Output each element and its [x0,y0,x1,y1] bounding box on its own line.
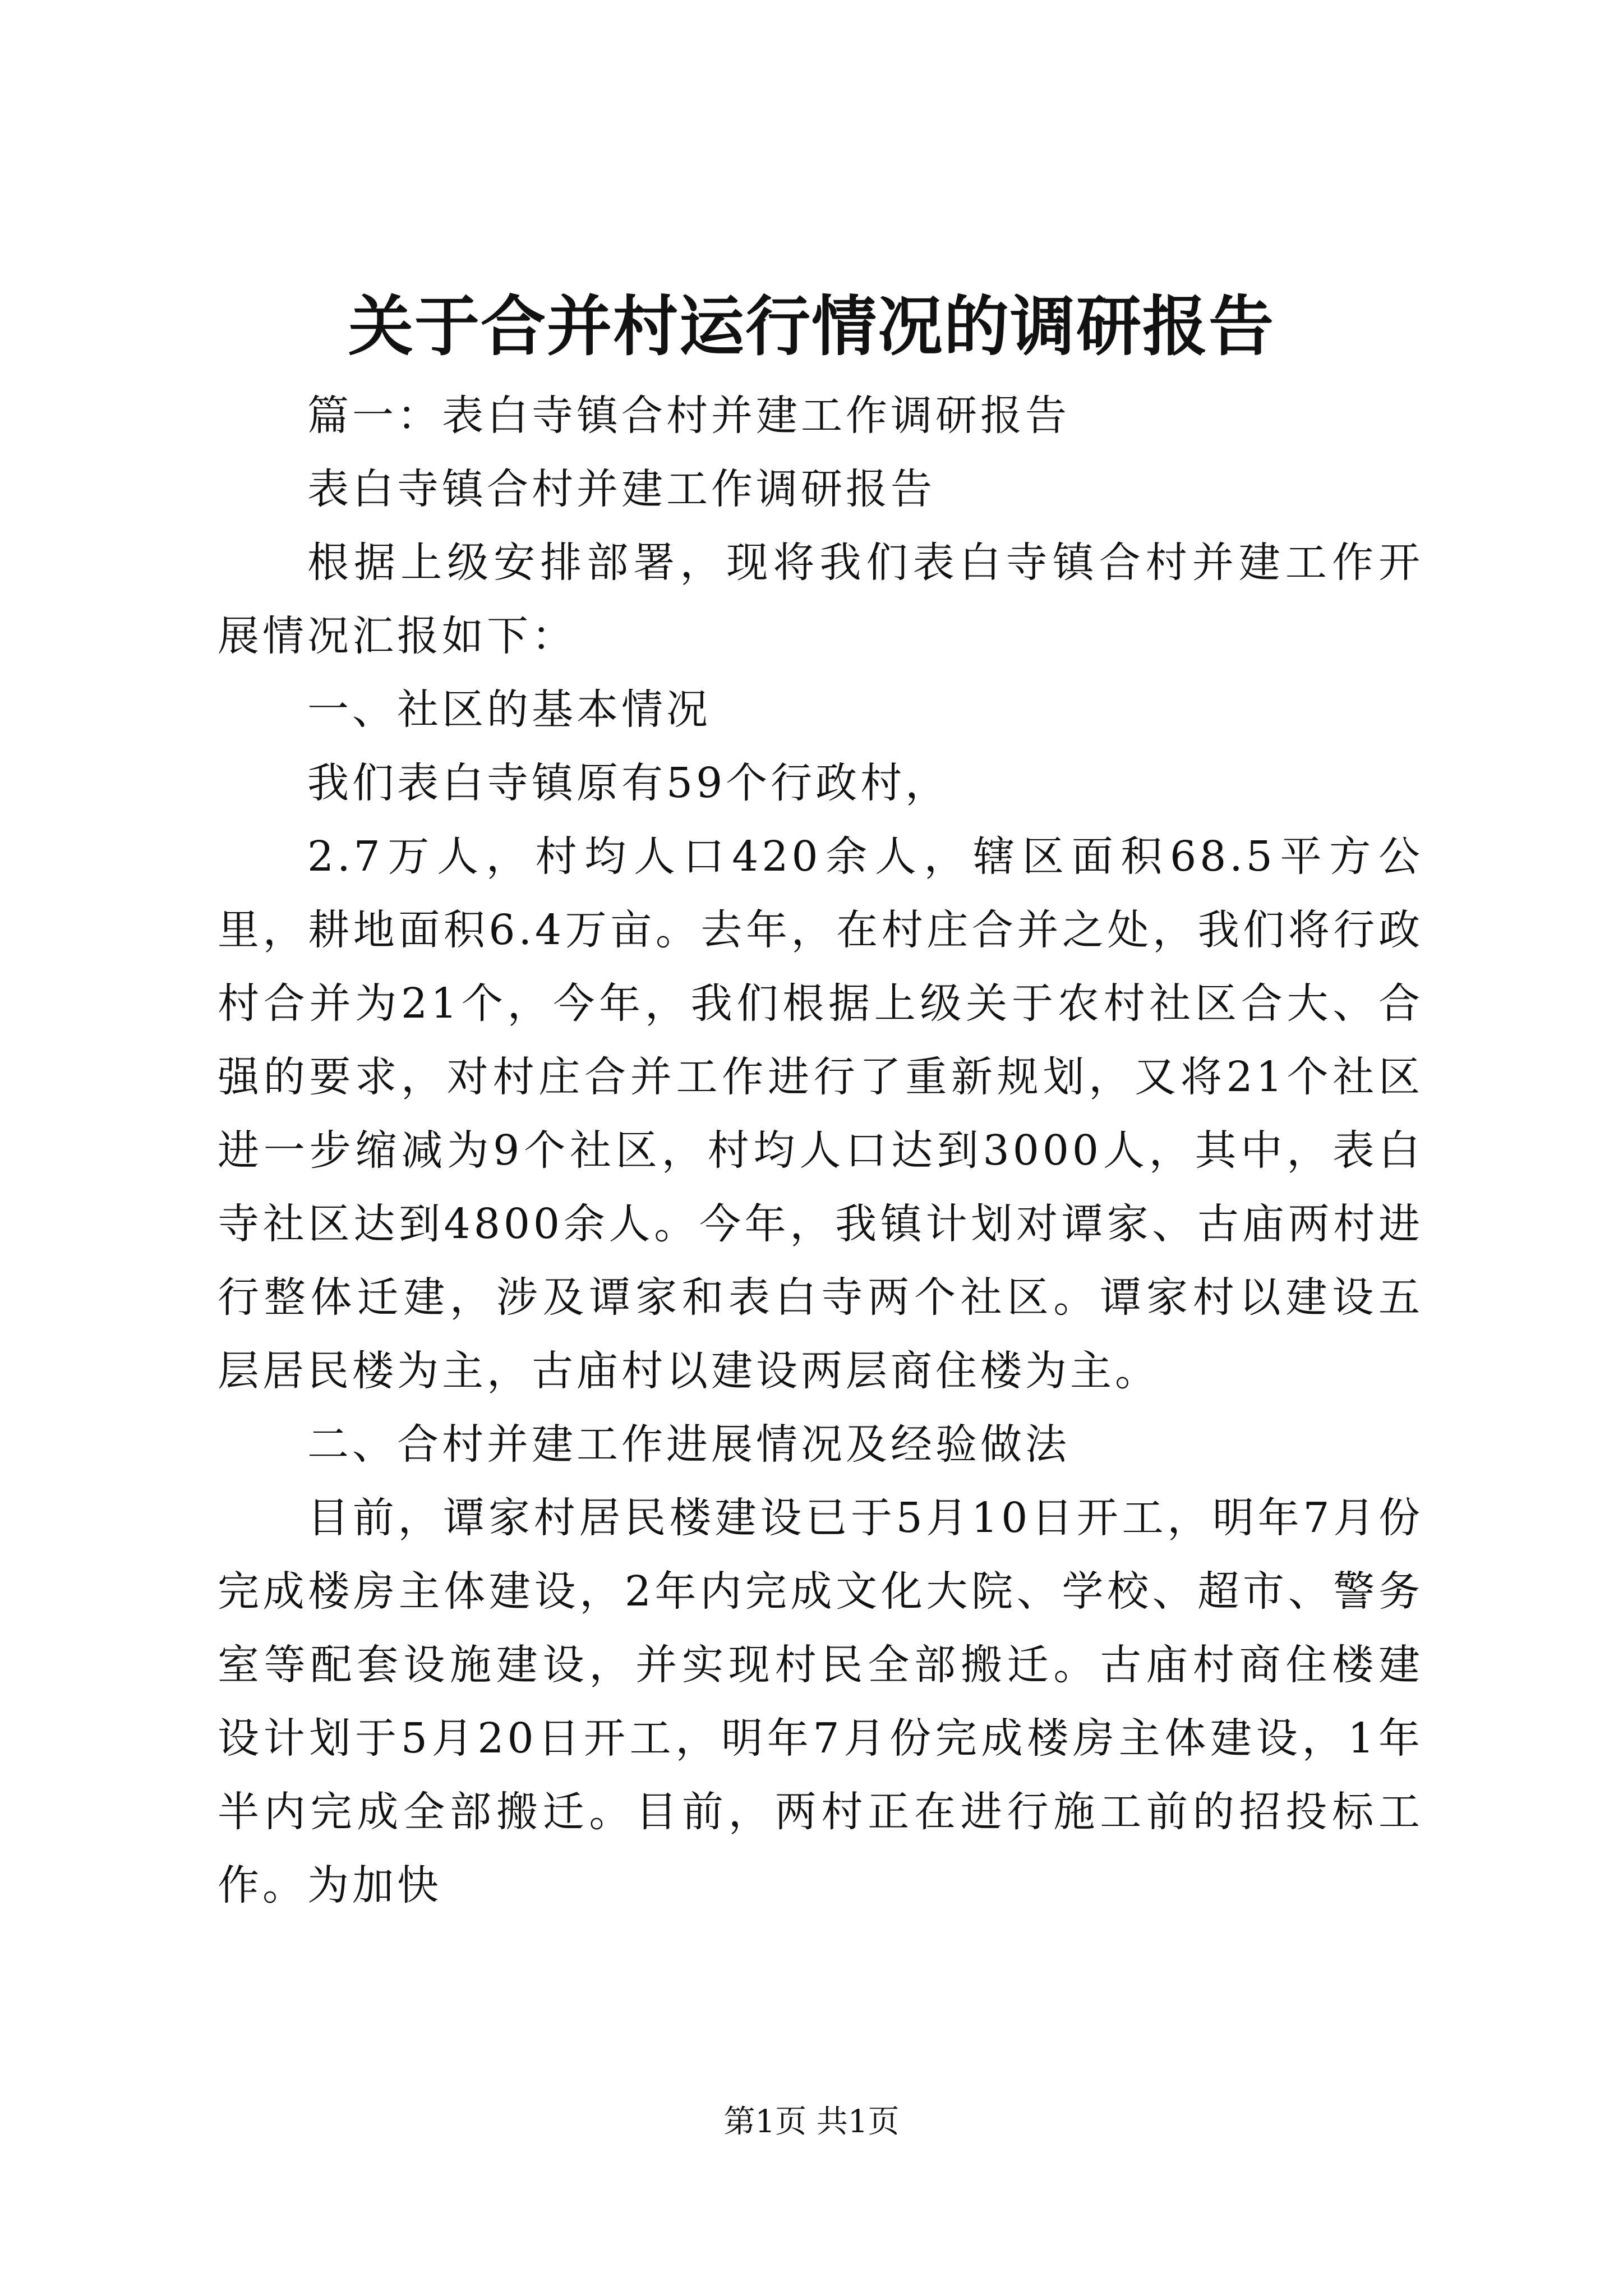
paragraph-intro: 根据上级安排部署，现将我们表白寺镇合村并建工作开展情况汇报如下： [218,539,1423,660]
paragraph-population-details: 2.7万人，村均人口420余人，辖区面积68.5平方公里，耕地面积6.4万亩。去年，在村庄合并之处，我们将行政村合并为21个，今年，我们根据上级关于农村社区合大、合强的要求，对村庄合并工作进行了重新规划，又将21个社区进一步缩减为9个社区，村均人口达到3000人，其中，表白寺社区达到4800余人。今年，我镇计划对谭家、古庙两村进行整体迁建，涉及谭家和表白寺两个社区。谭家村以建设五层居民楼为主，古庙村以建设两层商住楼为主。 [218,832,1423,1395]
document-title: 关于合并村运行情况的调研报告 [348,288,1275,365]
section-heading-part-one: 篇一：表白寺镇合村并建工作调研报告 [307,392,1070,440]
section-heading-basic-situation: 一、社区的基本情况 [307,685,711,734]
report-subtitle: 表白寺镇合村并建工作调研报告 [307,465,935,513]
paragraph-construction-progress: 目前，谭家村居民楼建设已于5月10日开工，明年7月份完成楼房主体建设，2年内完成文化大院、学校、超市、警务室等配套设施建设，并实现村民全部搬迁。古庙村商住楼建设计划于5月20日开工，明年7月份完成楼房主体建设，1年半内完成全部搬迁。目前，两村正在进行施工前的招投标工作。为加快 [218,1494,1423,1910]
document-body [218,379,1423,1922]
page-footer: 第1页 共1页 [723,2104,900,2140]
section-heading-progress: 二、合村并建工作进展情况及经验做法 [307,1420,1070,1469]
paragraph-village-count: 我们表白寺镇原有59个行政村， [307,759,951,807]
